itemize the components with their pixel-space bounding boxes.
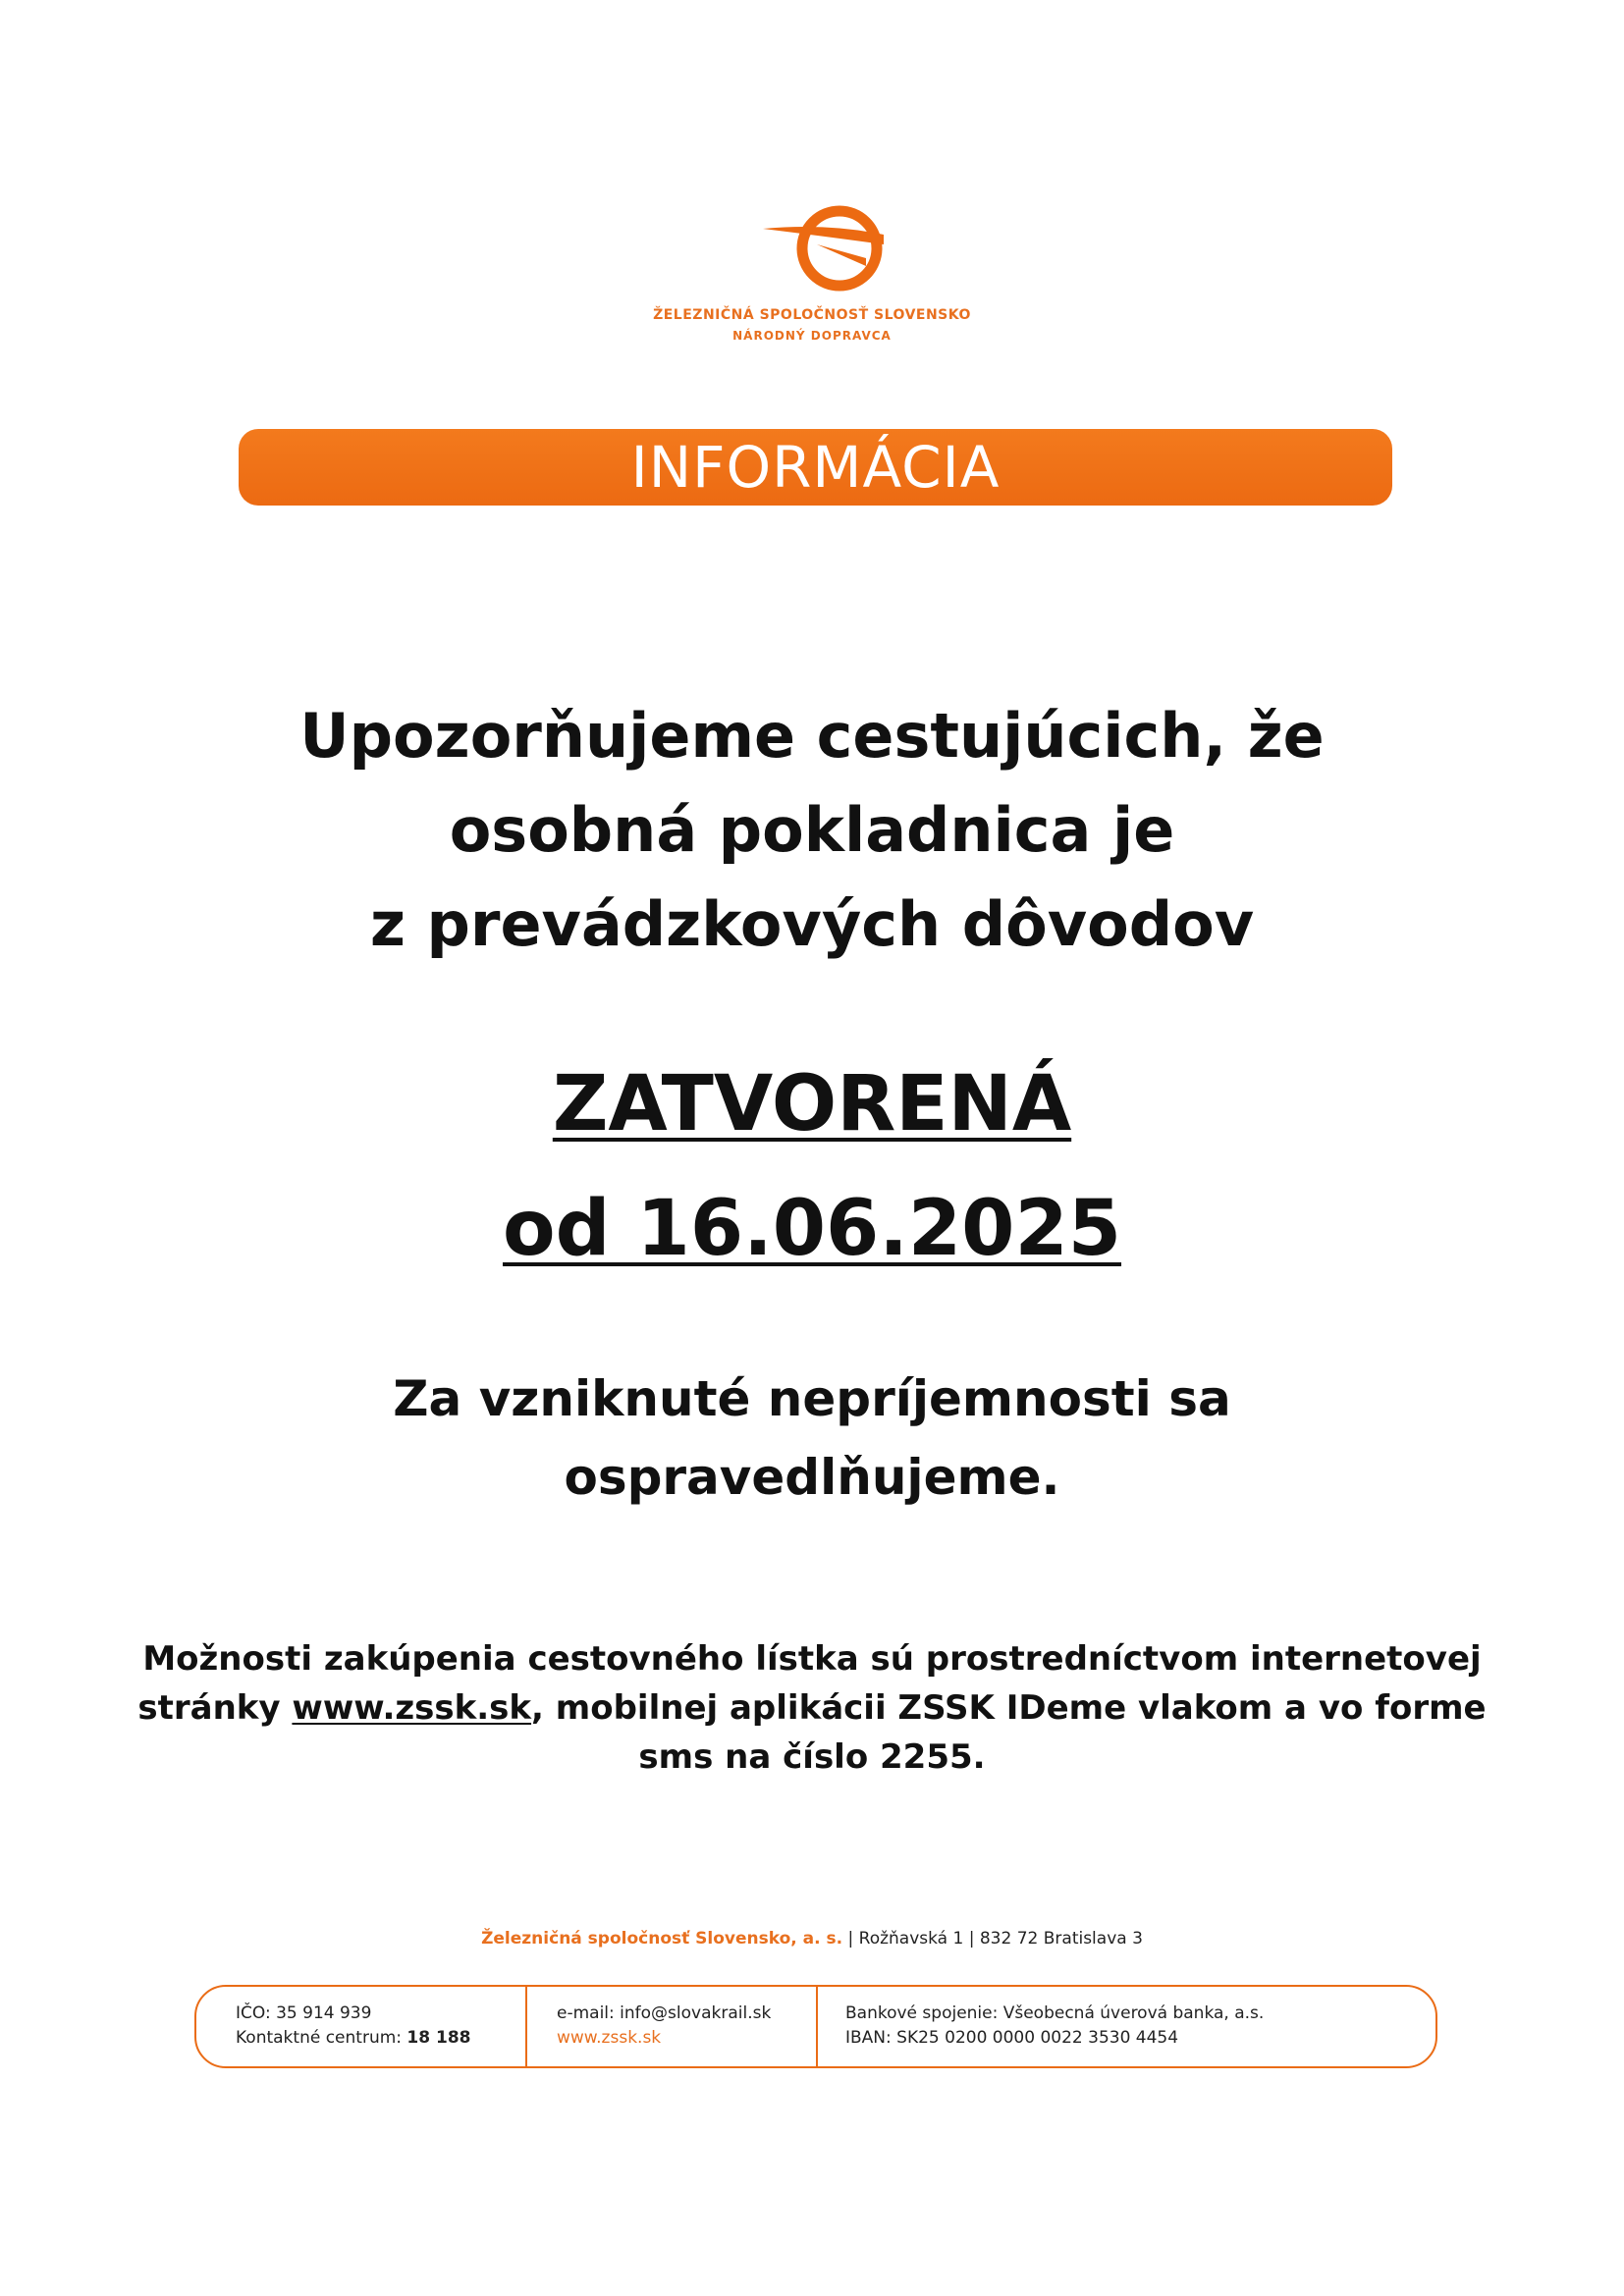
zssk-website-link[interactable]: www.zssk.sk	[292, 1688, 532, 1728]
information-banner: INFORMÁCIA	[239, 429, 1392, 506]
footer-email: e-mail: info@slovakrail.sk	[557, 2003, 772, 2023]
footer-col-bank	[818, 1987, 1435, 2066]
footer-iban: IBAN: SK25 0200 0000 0022 3530 4454	[845, 2028, 1179, 2048]
company-street: Rožňavská 1	[858, 1929, 964, 1949]
separator: |	[963, 1929, 980, 1949]
separator: |	[842, 1929, 859, 1949]
company-name: Železničná spoločnosť Slovensko, a. s.	[481, 1929, 843, 1949]
info-line-2	[0, 1683, 1624, 1733]
info-line-2-suffix: , mobilnej aplikácii ZSSK IDeme vlakom a vo forme	[531, 1688, 1487, 1728]
footer-contact-box	[194, 1985, 1437, 2068]
ticket-purchase-info	[0, 1634, 1624, 1782]
logo-company-name: ŽELEZNIČNÁ SPOLOČNOSŤ SLOVENSKO	[653, 307, 971, 323]
company-address	[0, 1929, 1624, 1949]
notice-line-1: Upozorňujeme cestujúcich, že	[299, 700, 1325, 772]
info-line-3: sms na číslo 2255.	[638, 1737, 986, 1777]
contact-center-number: 18 188	[406, 2028, 471, 2048]
contact-center-label: Kontaktné centrum:	[236, 2028, 407, 2048]
info-line-2-prefix: stránky	[137, 1688, 293, 1728]
footer-web-link[interactable]: www.zssk.sk	[557, 2028, 662, 2048]
company-logo	[0, 201, 1624, 343]
info-line-1: Možnosti zakúpenia cestovného lístka sú prostredníctvom internetovej	[142, 1639, 1482, 1679]
apology-line-2: ospravedlňujeme.	[564, 1449, 1060, 1506]
apology-text	[0, 1360, 1624, 1517]
notice-text	[0, 689, 1624, 972]
zssk-logo-icon	[719, 201, 905, 299]
closed-status: ZATVORENÁ	[552, 1060, 1072, 1148]
apology-line-1: Za vzniknuté nepríjemnosti sa	[393, 1370, 1231, 1427]
closed-announcement	[0, 1042, 1624, 1292]
footer-bank: Bankové spojenie: Všeobecná úverová banka, a.s.	[845, 2003, 1265, 2023]
logo-tagline: NÁRODNÝ DOPRAVCA	[732, 329, 892, 343]
footer-ico: IČO: 35 914 939	[236, 2003, 372, 2023]
footer-col-ids	[196, 1987, 527, 2066]
footer-contact-center	[236, 2026, 525, 2051]
notice-line-3: z prevádzkových dôvodov	[369, 888, 1255, 960]
closed-date: od 16.06.2025	[502, 1185, 1122, 1273]
company-city: 832 72 Bratislava 3	[979, 1929, 1143, 1949]
footer-col-web	[527, 1987, 818, 2066]
notice-line-2: osobná pokladnica je	[449, 794, 1175, 866]
